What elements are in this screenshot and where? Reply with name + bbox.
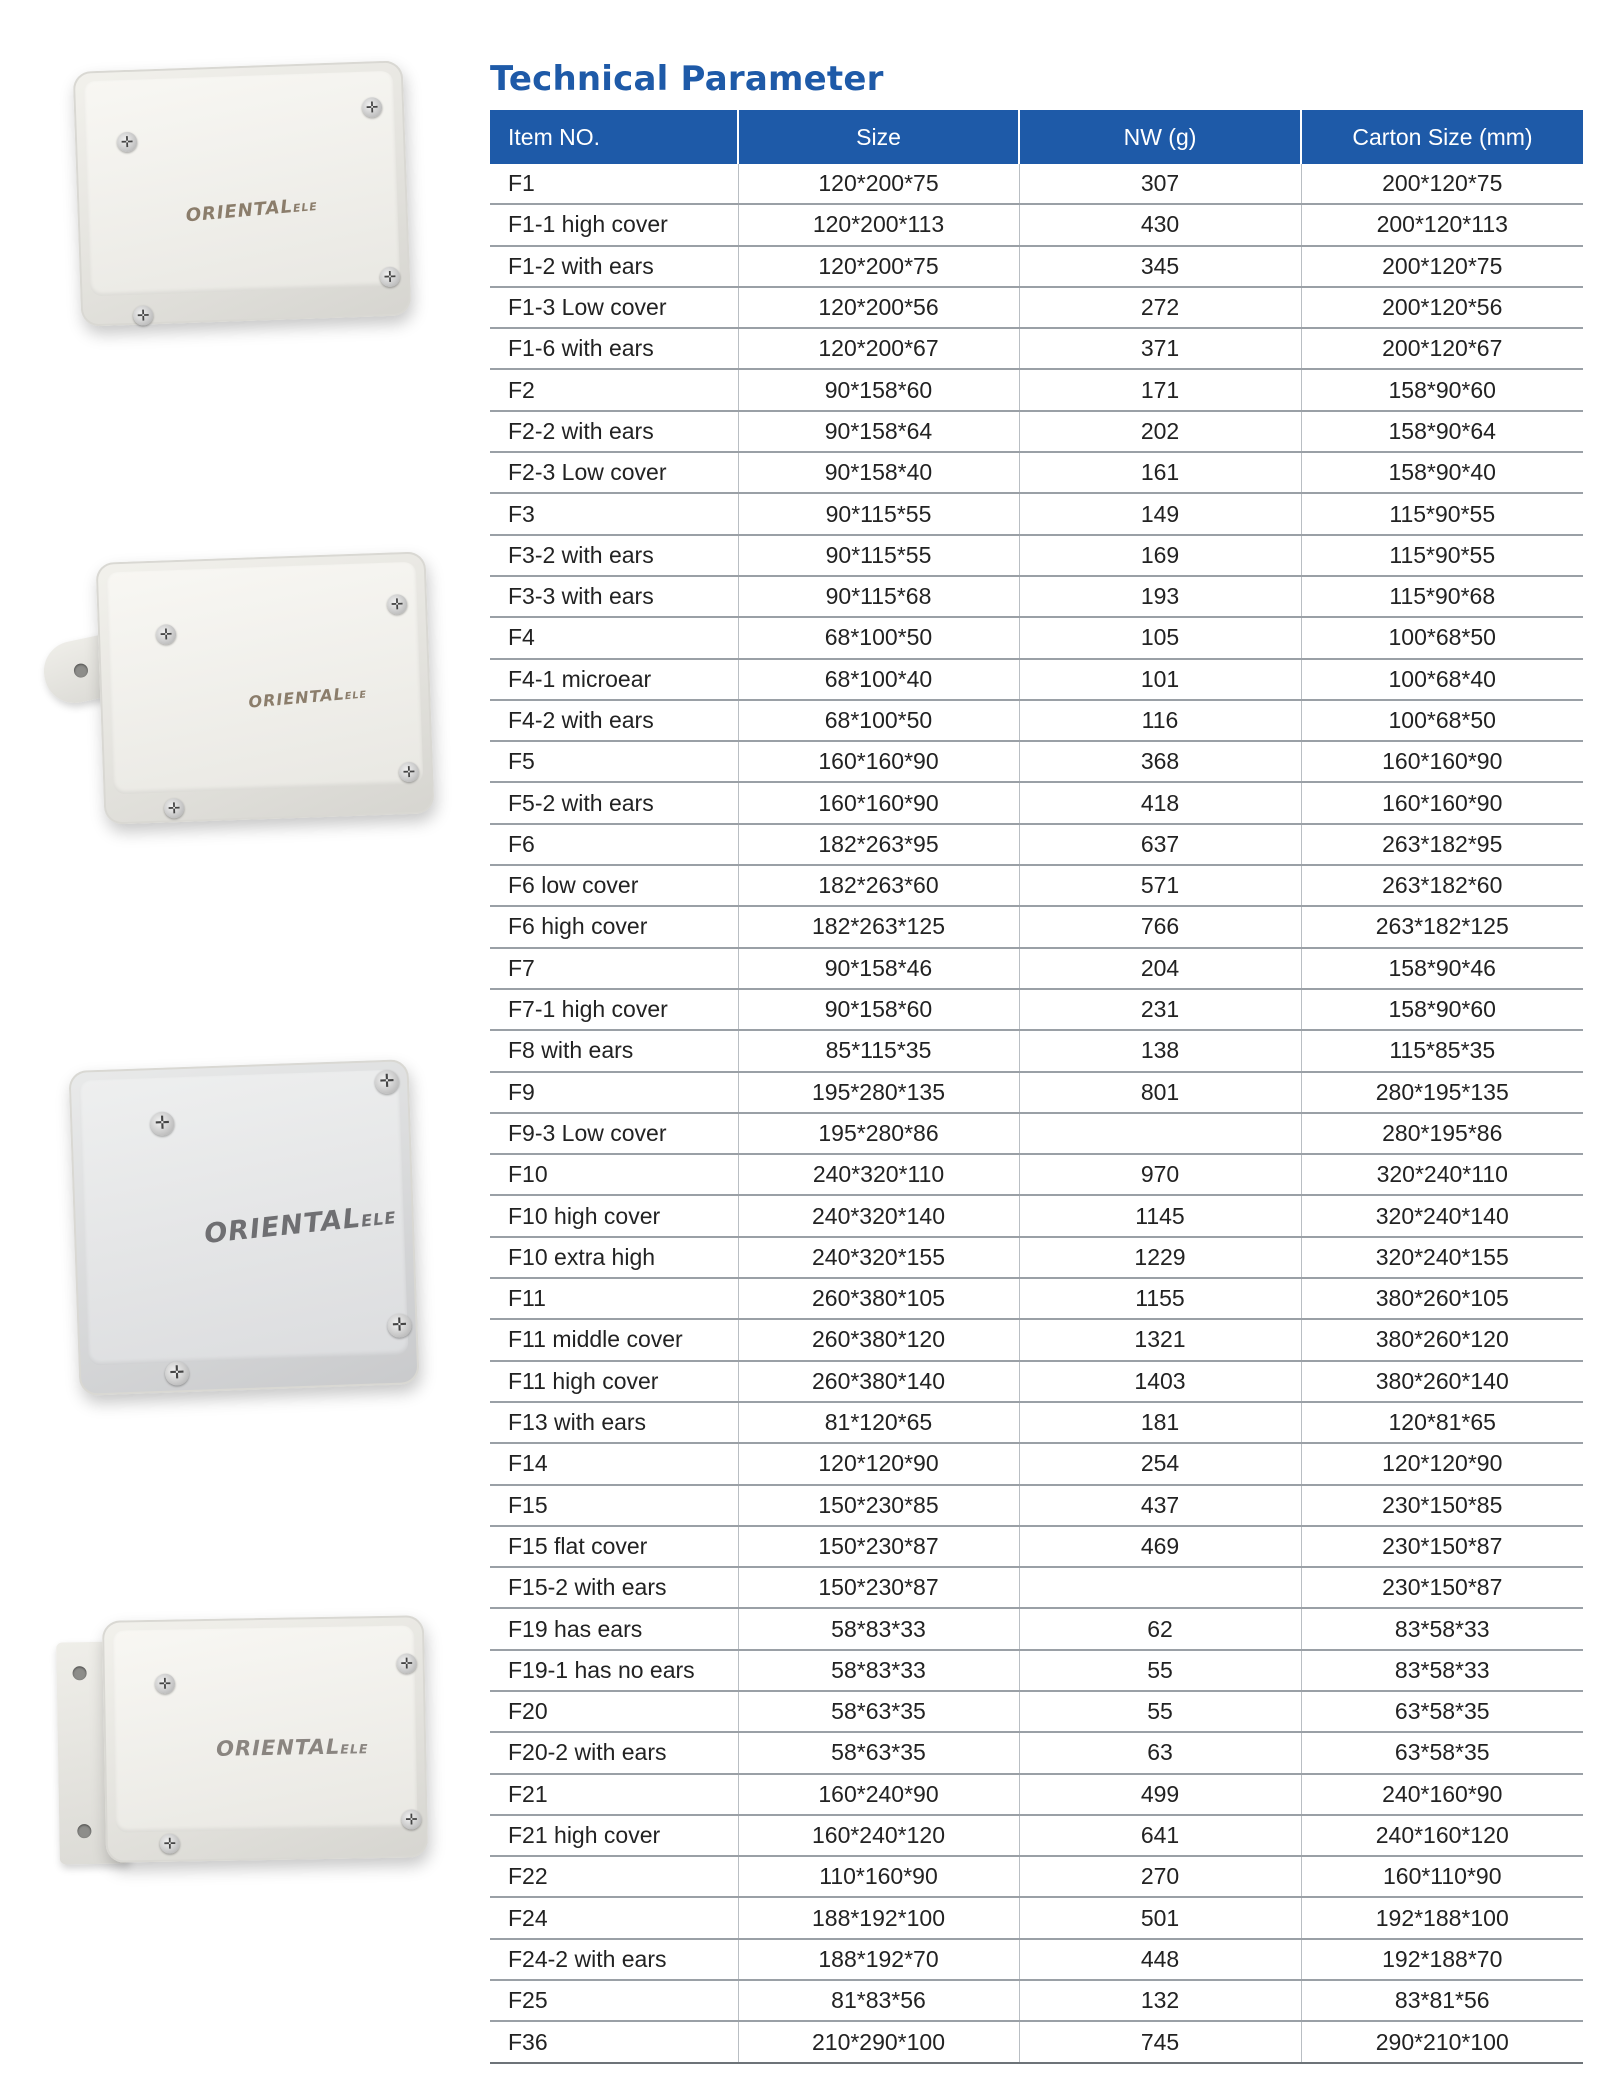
table-row bbox=[490, 700, 1583, 741]
header-size: Size bbox=[738, 110, 1019, 164]
cell-nw: 307 bbox=[1019, 164, 1301, 204]
table-row bbox=[490, 782, 1583, 823]
table-row bbox=[490, 452, 1583, 493]
mount-hole-icon bbox=[72, 1666, 86, 1680]
cell-carton-size: 100*68*50 bbox=[1301, 617, 1583, 658]
table-row bbox=[490, 1072, 1583, 1113]
cell-nw: 149 bbox=[1019, 493, 1301, 534]
table-row bbox=[490, 1897, 1583, 1938]
cell-size: 90*158*40 bbox=[738, 452, 1019, 493]
table-row bbox=[490, 1650, 1583, 1691]
screw-icon: ✛ bbox=[387, 594, 408, 615]
table-row bbox=[490, 824, 1583, 865]
cell-carton-size: 230*150*87 bbox=[1301, 1526, 1583, 1567]
cell-carton-size: 290*210*100 bbox=[1301, 2021, 1583, 2062]
mount-hole-icon bbox=[73, 662, 90, 679]
table-body bbox=[490, 164, 1583, 2063]
table-row bbox=[490, 1567, 1583, 1608]
cell-item-no: F4 bbox=[490, 617, 738, 658]
table-row bbox=[490, 617, 1583, 658]
cell-size: 260*380*105 bbox=[738, 1278, 1019, 1319]
cell-nw: 169 bbox=[1019, 535, 1301, 576]
table-row bbox=[490, 411, 1583, 452]
cell-size: 240*320*140 bbox=[738, 1195, 1019, 1236]
brand-logo: ORIENTALELE bbox=[184, 196, 319, 227]
cell-size: 210*290*100 bbox=[738, 2021, 1019, 2062]
cell-nw: 132 bbox=[1019, 1980, 1301, 2021]
cell-nw: 138 bbox=[1019, 1030, 1301, 1071]
cell-size: 120*200*67 bbox=[738, 328, 1019, 369]
cell-nw: 345 bbox=[1019, 246, 1301, 287]
cell-nw: 1403 bbox=[1019, 1361, 1301, 1402]
cell-item-no: F3 bbox=[490, 493, 738, 534]
cell-nw: 368 bbox=[1019, 741, 1301, 782]
cell-size: 260*380*120 bbox=[738, 1319, 1019, 1360]
cell-nw: 571 bbox=[1019, 865, 1301, 906]
cell-size: 260*380*140 bbox=[738, 1361, 1019, 1402]
cell-nw: 254 bbox=[1019, 1443, 1301, 1484]
cell-carton-size: 192*188*100 bbox=[1301, 1897, 1583, 1938]
cell-carton-size: 240*160*120 bbox=[1301, 1815, 1583, 1856]
page-title: Technical Parameter bbox=[490, 58, 884, 99]
product-images bbox=[0, 0, 470, 2085]
cell-carton-size: 263*182*95 bbox=[1301, 824, 1583, 865]
cell-carton-size: 83*58*33 bbox=[1301, 1608, 1583, 1649]
cell-carton-size: 115*85*35 bbox=[1301, 1030, 1583, 1071]
cell-item-no: F14 bbox=[490, 1443, 738, 1484]
cell-nw: 101 bbox=[1019, 659, 1301, 700]
cell-carton-size: 380*260*120 bbox=[1301, 1319, 1583, 1360]
cell-size: 150*230*87 bbox=[738, 1567, 1019, 1608]
product-image-flanged-box bbox=[102, 1615, 428, 1863]
cell-carton-size: 280*195*86 bbox=[1301, 1113, 1583, 1154]
cell-item-no: F13 with ears bbox=[490, 1402, 738, 1443]
cell-size: 58*63*35 bbox=[738, 1691, 1019, 1732]
table-row bbox=[490, 535, 1583, 576]
cell-item-no: F36 bbox=[490, 2021, 738, 2062]
brand-logo: ORIENTALELE bbox=[215, 1734, 369, 1761]
cell-item-no: F6 bbox=[490, 824, 738, 865]
cell-carton-size: 320*240*155 bbox=[1301, 1237, 1583, 1278]
cell-size: 150*230*87 bbox=[738, 1526, 1019, 1567]
box-lid bbox=[83, 71, 400, 297]
table-row bbox=[490, 1732, 1583, 1773]
cell-nw: 970 bbox=[1019, 1154, 1301, 1195]
cell-item-no: F21 bbox=[490, 1774, 738, 1815]
cell-carton-size: 160*110*90 bbox=[1301, 1856, 1583, 1897]
cell-size: 182*263*95 bbox=[738, 824, 1019, 865]
table-row bbox=[490, 1608, 1583, 1649]
table-row bbox=[490, 1443, 1583, 1484]
brand-logo: ORIENTALELE bbox=[202, 1202, 398, 1251]
cell-carton-size: 320*240*110 bbox=[1301, 1154, 1583, 1195]
cell-carton-size: 320*240*140 bbox=[1301, 1195, 1583, 1236]
cell-item-no: F7-1 high cover bbox=[490, 989, 738, 1030]
cell-nw: 55 bbox=[1019, 1691, 1301, 1732]
cell-size: 188*192*70 bbox=[738, 1939, 1019, 1980]
cell-carton-size: 200*120*113 bbox=[1301, 204, 1583, 245]
cell-size: 81*120*65 bbox=[738, 1402, 1019, 1443]
cell-size: 81*83*56 bbox=[738, 1980, 1019, 2021]
table-row bbox=[490, 1939, 1583, 1980]
table-row bbox=[490, 1980, 1583, 2021]
screw-icon: ✛ bbox=[380, 267, 401, 288]
cell-item-no: F1-3 Low cover bbox=[490, 287, 738, 328]
cell-nw: 55 bbox=[1019, 1650, 1301, 1691]
cell-carton-size: 200*120*56 bbox=[1301, 287, 1583, 328]
table-row bbox=[490, 287, 1583, 328]
screw-icon: ✛ bbox=[160, 1834, 180, 1854]
table-row bbox=[490, 2021, 1583, 2062]
cell-size: 160*240*90 bbox=[738, 1774, 1019, 1815]
cell-nw: 270 bbox=[1019, 1856, 1301, 1897]
screw-icon: ✛ bbox=[165, 1361, 190, 1386]
cell-item-no: F10 high cover bbox=[490, 1195, 738, 1236]
cell-carton-size: 100*68*40 bbox=[1301, 659, 1583, 700]
table-row bbox=[490, 1526, 1583, 1567]
table-row bbox=[490, 1195, 1583, 1236]
cell-nw: 116 bbox=[1019, 700, 1301, 741]
table-row bbox=[490, 1774, 1583, 1815]
cell-carton-size: 230*150*85 bbox=[1301, 1485, 1583, 1526]
cell-carton-size: 115*90*55 bbox=[1301, 493, 1583, 534]
table-row bbox=[490, 1237, 1583, 1278]
cell-nw: 745 bbox=[1019, 2021, 1301, 2062]
screw-icon: ✛ bbox=[164, 798, 185, 819]
screw-icon: ✛ bbox=[397, 1653, 417, 1673]
cell-size: 58*83*33 bbox=[738, 1650, 1019, 1691]
cell-size: 240*320*110 bbox=[738, 1154, 1019, 1195]
table-row bbox=[490, 164, 1583, 204]
cell-size: 90*158*46 bbox=[738, 948, 1019, 989]
cell-item-no: F1 bbox=[490, 164, 738, 204]
cell-size: 120*200*113 bbox=[738, 204, 1019, 245]
cell-item-no: F10 bbox=[490, 1154, 738, 1195]
cell-size: 58*83*33 bbox=[738, 1608, 1019, 1649]
header-carton-size: Carton Size (mm) bbox=[1301, 110, 1583, 164]
cell-size: 240*320*155 bbox=[738, 1237, 1019, 1278]
box-lid bbox=[106, 562, 424, 795]
cell-size: 150*230*85 bbox=[738, 1485, 1019, 1526]
cell-item-no: F15 bbox=[490, 1485, 738, 1526]
cell-item-no: F2-3 Low cover bbox=[490, 452, 738, 493]
cell-item-no: F2 bbox=[490, 369, 738, 410]
cell-item-no: F19-1 has no ears bbox=[490, 1650, 738, 1691]
cell-carton-size: 100*68*50 bbox=[1301, 700, 1583, 741]
cell-size: 68*100*40 bbox=[738, 659, 1019, 700]
screw-icon: ✛ bbox=[362, 97, 383, 118]
cell-carton-size: 280*195*135 bbox=[1301, 1072, 1583, 1113]
product-image-box-with-ear bbox=[96, 551, 435, 824]
cell-nw: 231 bbox=[1019, 989, 1301, 1030]
table-row bbox=[490, 1113, 1583, 1154]
cell-size: 68*100*50 bbox=[738, 700, 1019, 741]
table-row bbox=[490, 1154, 1583, 1195]
cell-size: 182*263*60 bbox=[738, 865, 1019, 906]
cell-carton-size: 83*81*56 bbox=[1301, 1980, 1583, 2021]
cell-carton-size: 380*260*105 bbox=[1301, 1278, 1583, 1319]
product-image-box bbox=[73, 60, 412, 326]
table-row bbox=[490, 493, 1583, 534]
cell-item-no: F5-2 with ears bbox=[490, 782, 738, 823]
table-row bbox=[490, 1691, 1583, 1732]
table-row bbox=[490, 659, 1583, 700]
table-row bbox=[490, 906, 1583, 947]
cell-carton-size: 158*90*40 bbox=[1301, 452, 1583, 493]
table-row bbox=[490, 328, 1583, 369]
cell-nw: 171 bbox=[1019, 369, 1301, 410]
screw-icon: ✛ bbox=[155, 1674, 175, 1694]
cell-size: 90*158*60 bbox=[738, 989, 1019, 1030]
cell-item-no: F6 low cover bbox=[490, 865, 738, 906]
cell-item-no: F4-1 microear bbox=[490, 659, 738, 700]
cell-size: 90*158*64 bbox=[738, 411, 1019, 452]
screw-icon: ✛ bbox=[375, 1070, 400, 1095]
cell-carton-size: 158*90*60 bbox=[1301, 989, 1583, 1030]
cell-nw: 105 bbox=[1019, 617, 1301, 658]
cell-carton-size: 120*120*90 bbox=[1301, 1443, 1583, 1484]
cell-nw: 1321 bbox=[1019, 1319, 1301, 1360]
cell-carton-size: 83*58*33 bbox=[1301, 1650, 1583, 1691]
table-row bbox=[490, 989, 1583, 1030]
cell-item-no: F1-6 with ears bbox=[490, 328, 738, 369]
cell-nw: 418 bbox=[1019, 782, 1301, 823]
cell-item-no: F6 high cover bbox=[490, 906, 738, 947]
cell-size: 90*158*60 bbox=[738, 369, 1019, 410]
cell-item-no: F25 bbox=[490, 1980, 738, 2021]
cell-carton-size: 158*90*60 bbox=[1301, 369, 1583, 410]
cell-item-no: F24-2 with ears bbox=[490, 1939, 738, 1980]
cell-item-no: F11 bbox=[490, 1278, 738, 1319]
cell-size: 120*120*90 bbox=[738, 1443, 1019, 1484]
cell-nw: 193 bbox=[1019, 576, 1301, 617]
cell-nw: 181 bbox=[1019, 1402, 1301, 1443]
cell-item-no: F2-2 with ears bbox=[490, 411, 738, 452]
cell-nw: 499 bbox=[1019, 1774, 1301, 1815]
cell-item-no: F1-2 with ears bbox=[490, 246, 738, 287]
table-row bbox=[490, 1278, 1583, 1319]
brand-logo: ORIENTALELE bbox=[247, 684, 368, 712]
cell-nw: 637 bbox=[1019, 824, 1301, 865]
cell-nw: 161 bbox=[1019, 452, 1301, 493]
cell-carton-size: 158*90*64 bbox=[1301, 411, 1583, 452]
cell-carton-size: 120*81*65 bbox=[1301, 1402, 1583, 1443]
cell-item-no: F22 bbox=[490, 1856, 738, 1897]
cell-item-no: F7 bbox=[490, 948, 738, 989]
cell-size: 90*115*55 bbox=[738, 493, 1019, 534]
cell-nw: 430 bbox=[1019, 204, 1301, 245]
cell-carton-size: 200*120*75 bbox=[1301, 246, 1583, 287]
cell-carton-size: 115*90*68 bbox=[1301, 576, 1583, 617]
screw-icon: ✛ bbox=[387, 1313, 412, 1338]
table-row bbox=[490, 369, 1583, 410]
cell-carton-size: 63*58*35 bbox=[1301, 1691, 1583, 1732]
cell-nw: 448 bbox=[1019, 1939, 1301, 1980]
cell-size: 58*63*35 bbox=[738, 1732, 1019, 1773]
cell-nw: 62 bbox=[1019, 1608, 1301, 1649]
table-row bbox=[490, 1030, 1583, 1071]
screw-icon: ✛ bbox=[150, 1111, 175, 1136]
cell-nw: 501 bbox=[1019, 1897, 1301, 1938]
cell-size: 68*100*50 bbox=[738, 617, 1019, 658]
cell-carton-size: 63*58*35 bbox=[1301, 1732, 1583, 1773]
cell-carton-size: 115*90*55 bbox=[1301, 535, 1583, 576]
cell-item-no: F10 extra high bbox=[490, 1237, 738, 1278]
cell-item-no: F9 bbox=[490, 1072, 738, 1113]
cell-item-no: F3-2 with ears bbox=[490, 535, 738, 576]
cell-size: 120*200*56 bbox=[738, 287, 1019, 328]
cell-nw: 1155 bbox=[1019, 1278, 1301, 1319]
screw-icon: ✛ bbox=[156, 624, 177, 645]
mount-hole-icon bbox=[77, 1824, 91, 1838]
cell-carton-size: 240*160*90 bbox=[1301, 1774, 1583, 1815]
cell-nw bbox=[1019, 1567, 1301, 1608]
cell-nw bbox=[1019, 1113, 1301, 1154]
product-image-large-box bbox=[68, 1059, 419, 1396]
cell-item-no: F1-1 high cover bbox=[490, 204, 738, 245]
table-row bbox=[490, 1815, 1583, 1856]
cell-nw: 272 bbox=[1019, 287, 1301, 328]
cell-size: 85*115*35 bbox=[738, 1030, 1019, 1071]
table-row bbox=[490, 576, 1583, 617]
cell-size: 120*200*75 bbox=[738, 246, 1019, 287]
cell-size: 182*263*125 bbox=[738, 906, 1019, 947]
cell-nw: 204 bbox=[1019, 948, 1301, 989]
cell-size: 195*280*135 bbox=[738, 1072, 1019, 1113]
cell-item-no: F15 flat cover bbox=[490, 1526, 738, 1567]
cell-item-no: F5 bbox=[490, 741, 738, 782]
cell-item-no: F11 middle cover bbox=[490, 1319, 738, 1360]
cell-nw: 1229 bbox=[1019, 1237, 1301, 1278]
cell-nw: 371 bbox=[1019, 328, 1301, 369]
screw-icon: ✛ bbox=[401, 1809, 421, 1829]
cell-size: 160*240*120 bbox=[738, 1815, 1019, 1856]
cell-carton-size: 263*182*60 bbox=[1301, 865, 1583, 906]
cell-item-no: F21 high cover bbox=[490, 1815, 738, 1856]
cell-size: 160*160*90 bbox=[738, 741, 1019, 782]
cell-carton-size: 380*260*140 bbox=[1301, 1361, 1583, 1402]
table-row bbox=[490, 204, 1583, 245]
cell-item-no: F20-2 with ears bbox=[490, 1732, 738, 1773]
cell-item-no: F9-3 Low cover bbox=[490, 1113, 738, 1154]
table-row bbox=[490, 741, 1583, 782]
cell-carton-size: 158*90*46 bbox=[1301, 948, 1583, 989]
cell-item-no: F24 bbox=[490, 1897, 738, 1938]
cell-item-no: F11 high cover bbox=[490, 1361, 738, 1402]
cell-nw: 63 bbox=[1019, 1732, 1301, 1773]
cell-item-no: F8 with ears bbox=[490, 1030, 738, 1071]
table-row bbox=[490, 1485, 1583, 1526]
table-row bbox=[490, 1319, 1583, 1360]
cell-nw: 766 bbox=[1019, 906, 1301, 947]
table-header-row bbox=[490, 110, 1583, 164]
table-row bbox=[490, 948, 1583, 989]
box-lid bbox=[112, 1625, 417, 1832]
cell-nw: 469 bbox=[1019, 1526, 1301, 1567]
cell-carton-size: 200*120*67 bbox=[1301, 328, 1583, 369]
cell-size: 195*280*86 bbox=[738, 1113, 1019, 1154]
table-row bbox=[490, 865, 1583, 906]
screw-icon: ✛ bbox=[117, 132, 138, 153]
header-nw: NW (g) bbox=[1019, 110, 1301, 164]
cell-carton-size: 263*182*125 bbox=[1301, 906, 1583, 947]
cell-size: 90*115*55 bbox=[738, 535, 1019, 576]
table-row bbox=[490, 1361, 1583, 1402]
cell-size: 120*200*75 bbox=[738, 164, 1019, 204]
cell-size: 90*115*68 bbox=[738, 576, 1019, 617]
cell-carton-size: 160*160*90 bbox=[1301, 782, 1583, 823]
screw-icon: ✛ bbox=[133, 305, 154, 326]
table-row bbox=[490, 1402, 1583, 1443]
cell-size: 110*160*90 bbox=[738, 1856, 1019, 1897]
cell-carton-size: 230*150*87 bbox=[1301, 1567, 1583, 1608]
cell-item-no: F15-2 with ears bbox=[490, 1567, 738, 1608]
cell-item-no: F20 bbox=[490, 1691, 738, 1732]
technical-parameter-table bbox=[490, 110, 1583, 2064]
cell-item-no: F19 has ears bbox=[490, 1608, 738, 1649]
cell-nw: 202 bbox=[1019, 411, 1301, 452]
cell-size: 188*192*100 bbox=[738, 1897, 1019, 1938]
cell-nw: 437 bbox=[1019, 1485, 1301, 1526]
table-row bbox=[490, 1856, 1583, 1897]
cell-carton-size: 160*160*90 bbox=[1301, 741, 1583, 782]
cell-carton-size: 192*188*70 bbox=[1301, 1939, 1583, 1980]
table-row bbox=[490, 246, 1583, 287]
cell-nw: 641 bbox=[1019, 1815, 1301, 1856]
cell-carton-size: 200*120*75 bbox=[1301, 164, 1583, 204]
cell-size: 160*160*90 bbox=[738, 782, 1019, 823]
cell-nw: 801 bbox=[1019, 1072, 1301, 1113]
screw-icon: ✛ bbox=[399, 762, 420, 783]
cell-item-no: F4-2 with ears bbox=[490, 700, 738, 741]
header-item-no: Item NO. bbox=[490, 110, 738, 164]
cell-nw: 1145 bbox=[1019, 1195, 1301, 1236]
cell-item-no: F3-3 with ears bbox=[490, 576, 738, 617]
